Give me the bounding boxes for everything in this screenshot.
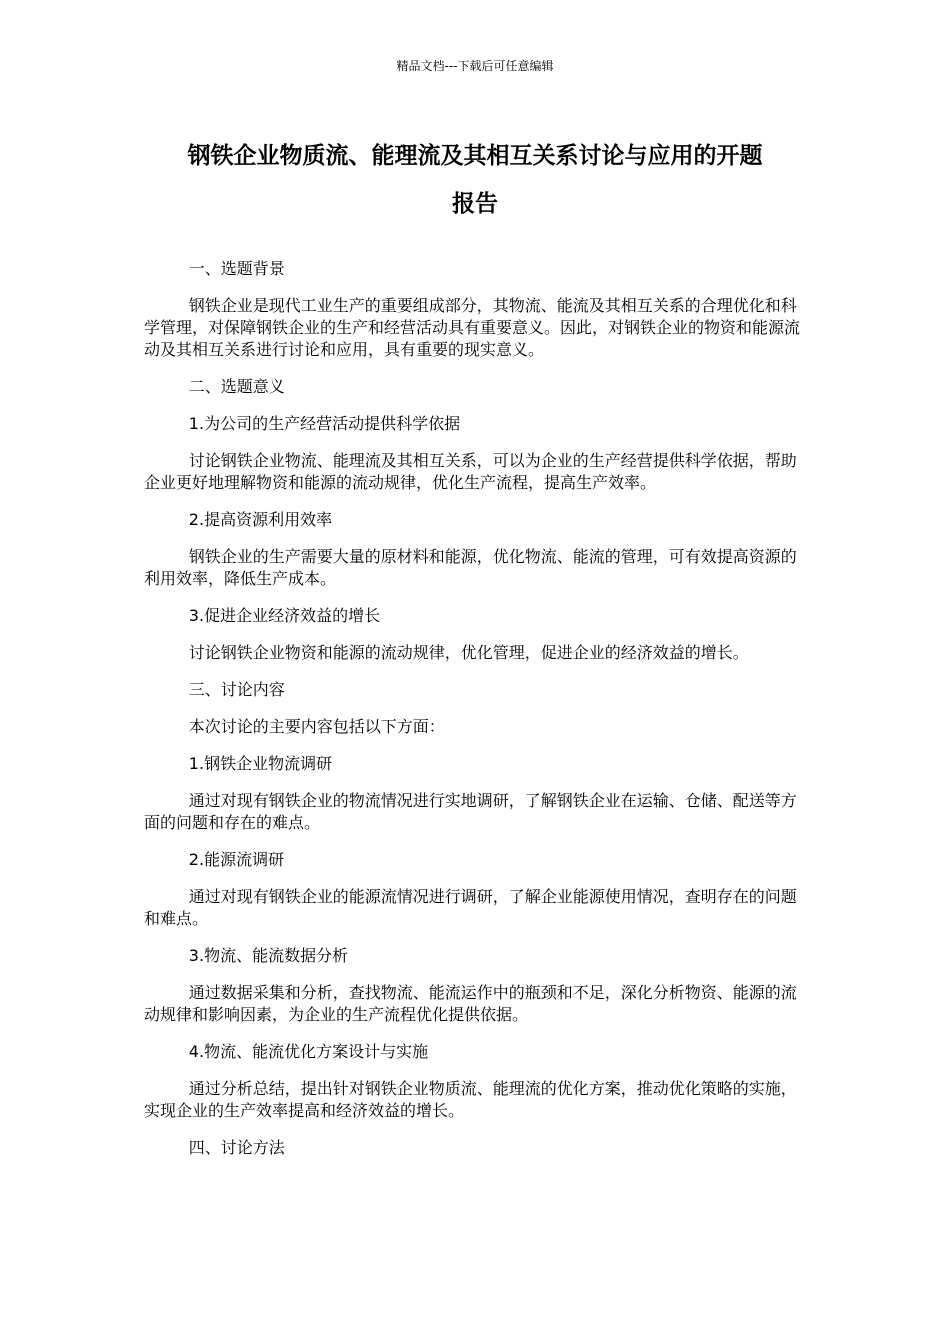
paragraph-data-analysis: 通过数据采集和分析，查找物流、能流运作中的瓶颈和不足，深化分析物资、能源的流动规律和影响因素，为企业的生产流程优化提供依据。 <box>144 983 797 1024</box>
section-heading-significance: 二、选题意义 <box>188 377 285 396</box>
subheading-economic-growth: 3.促进企业经济效益的增长 <box>188 606 381 625</box>
section-heading-methods: 四、讨论方法 <box>188 1138 285 1157</box>
document-body <box>144 258 808 1174</box>
subheading-energy-survey: 2.能源流调研 <box>188 850 285 869</box>
paragraph-content-intro: 本次讨论的主要内容包括以下方面： <box>188 717 445 736</box>
page-header-note: 精品文档---下载后可任意编辑 <box>396 59 554 73</box>
subheading-scientific-basis: 1.为公司的生产经营活动提供科学依据 <box>188 414 461 433</box>
paragraph-resource-efficiency: 钢铁企业的生产需要大量的原材料和能源，优化物流、能流的管理，可有效提高资源的利用效率，降低生产成本。 <box>144 547 797 588</box>
subheading-optimization-plan: 4.物流、能流优化方案设计与实施 <box>188 1042 429 1061</box>
document-title-line-2: 报告 <box>452 191 498 217</box>
paragraph-background: 钢铁企业是现代工业生产的重要组成部分，其物流、能流及其相互关系的合理优化和科学管理，对保障钢铁企业的生产和经营活动具有重要意义。因此，对钢铁企业的物资和能源流动及其相互关系进行讨论和应用，具有重要的现实意义。 <box>144 296 801 359</box>
document-title <box>140 132 810 228</box>
section-heading-content: 三、讨论内容 <box>188 680 285 699</box>
document-title-line-1: 钢铁企业物质流、能理流及其相互关系讨论与应用的开题 <box>187 143 763 169</box>
section-heading-background: 一、选题背景 <box>188 259 285 278</box>
paragraph-optimization-plan: 通过分析总结，提出针对钢铁企业物质流、能理流的优化方案，推动优化策略的实施，实现企业的生产效率提高和经济效益的增长。 <box>144 1079 797 1120</box>
paragraph-economic-growth: 讨论钢铁企业物资和能源的流动规律，优化管理，促进企业的经济效益的增长。 <box>188 643 749 662</box>
paragraph-logistics-survey: 通过对现有钢铁企业的物流情况进行实地调研，了解钢铁企业在运输、仓储、配送等方面的问题和存在的难点。 <box>144 791 797 832</box>
paragraph-scientific-basis: 讨论钢铁企业物流、能理流及其相互关系，可以为企业的生产经营提供科学依据，帮助企业更好地理解物资和能源的流动规律，优化生产流程，提高生产效率。 <box>144 451 797 492</box>
subheading-logistics-survey: 1.钢铁企业物流调研 <box>188 754 333 773</box>
subheading-resource-efficiency: 2.提高资源利用效率 <box>188 510 333 529</box>
paragraph-energy-survey: 通过对现有钢铁企业的能源流情况进行调研，了解企业能源使用情况，查明存在的问题和难点。 <box>144 887 797 928</box>
subheading-data-analysis: 3.物流、能流数据分析 <box>188 946 349 965</box>
